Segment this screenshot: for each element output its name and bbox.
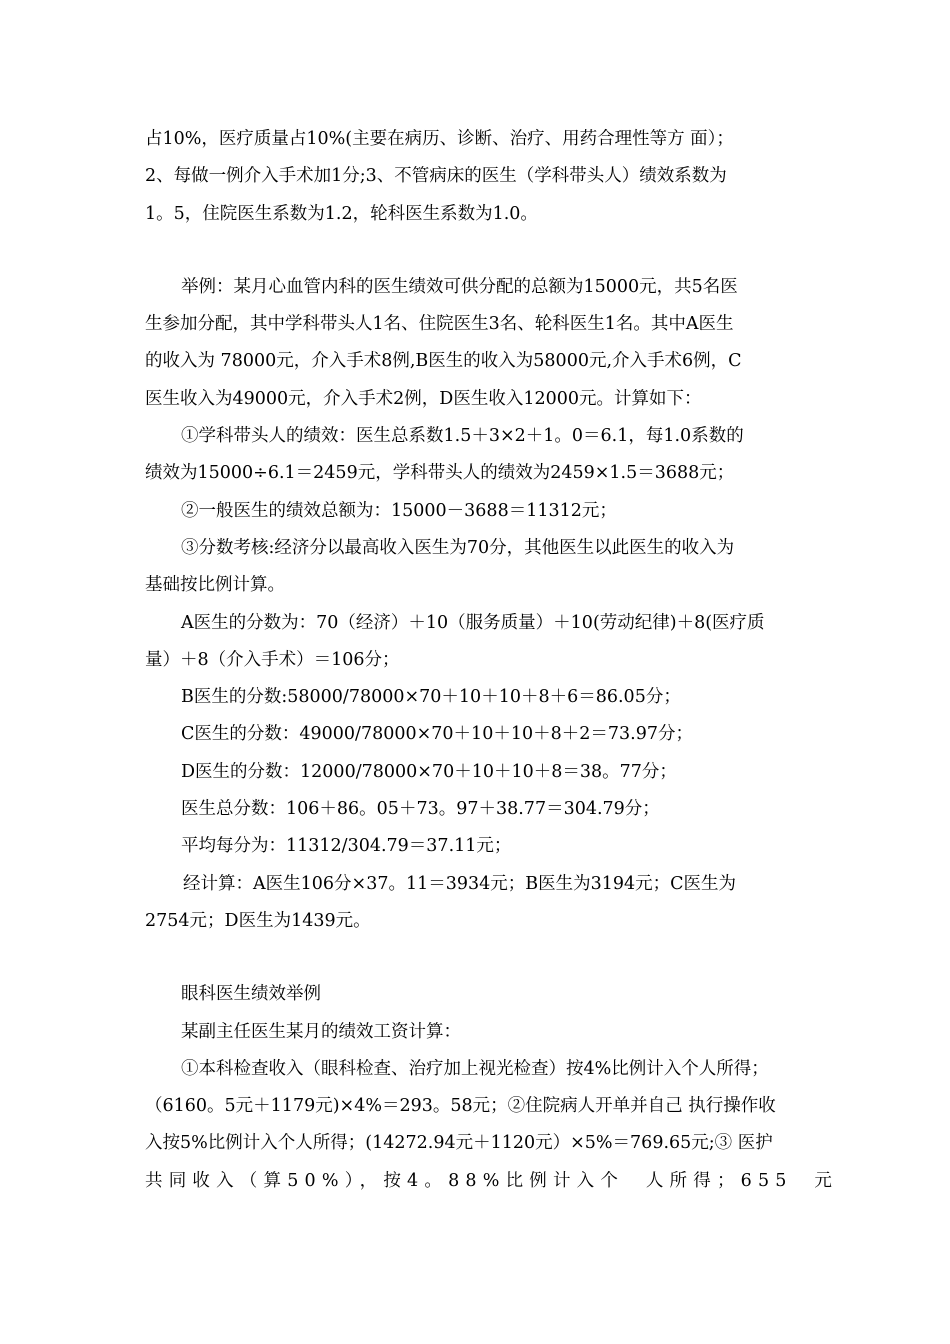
text-line: ②一般医生的绩效总额为：15000－3688＝11312元；: [181, 500, 617, 521]
text-line: 绩效为15000÷6.1＝2459元，学科带头人的绩效为2459×1.5＝3688元；: [145, 463, 735, 484]
text-line: B医生的分数:58000/78000×70＋10＋10＋8＋6＝86.05分；: [181, 687, 681, 708]
text-line: ③分数考核:经济分以最高收入医生为70分，其他医生以此医生的收入为: [181, 537, 735, 558]
text-line: 基础按比例计算。: [145, 575, 285, 596]
paragraph-gap: [145, 236, 813, 272]
section-heading: 眼科医生绩效举例: [181, 984, 321, 1005]
text-line: 1。5，住院医生系数为1.2，轮科医生系数为1.0。: [145, 203, 538, 224]
text-line: 占10%，医疗质量占10%(主要在病历、诊断、治疗、用药合理性等方 面）；: [145, 129, 734, 149]
text-line: 2、每做一例介入手术加1分;3、不管病床的医生（学科带头人）绩效系数为: [145, 166, 727, 187]
text-line: ①本科检查收入（眼科检查、治疗加上视光检查）按4%比例计入个人所得；: [181, 1058, 769, 1079]
text-line: 入按5%比例计入个人所得；(14272.94元＋1120元）×5%＝769.65元;③ 医护: [145, 1133, 773, 1154]
paragraph-coefficients: [145, 124, 813, 229]
text-line: 量）＋8（介入手术）＝106分；: [145, 649, 400, 670]
text-line: 生参加分配，其中学科带头人1名、住院医生3名、轮科医生1名。其中A医生: [145, 314, 734, 335]
text-line: 的收入为 78000元，介入手术8例,B医生的收入为58000元,介入手术6例，C: [145, 351, 742, 372]
text-line: D医生的分数：12000/78000×70＋10＋10＋8＝38。77分；: [181, 761, 677, 782]
text-line: 某副主任医生某月的绩效工资计算：: [181, 1021, 461, 1042]
text-line: 经计算：A医生106分×37。11＝3934元；B医生为3194元；C医生为: [183, 873, 737, 894]
text-line: 医生总分数：106＋86。05＋73。97＋38.77＝304.79分；: [181, 799, 660, 820]
text-line: C医生的分数：49000/78000×70＋10＋10＋8＋2＝73.97分；: [181, 724, 693, 745]
paragraph-gap: [145, 943, 813, 979]
text-line: 平均每分为：11312/304.79＝37.11元；: [181, 836, 512, 857]
text-line: 共同收入（算50%），按4。88%比例计入个 人所得；655 元: [145, 1170, 839, 1191]
cardiology-example: [145, 272, 813, 936]
text-line: A医生的分数为：70（经济）＋10（服务质量）＋10(劳动纪律)＋8(医疗质: [181, 612, 765, 633]
text-line: 2754元；D医生为1439元。: [145, 910, 371, 931]
text-line: （6160。5元＋1179元)×4%＝293。58元；②住院病人开单并自己 执行操作收: [145, 1096, 776, 1117]
ophthalmology-example: [145, 979, 839, 1195]
text-line: ①学科带头人的绩效：医生总系数1.5＋3×2＋1。0＝6.1，每1.0系数的: [181, 426, 744, 447]
text-line: 医生收入为49000元，介入手术2例，D医生收入12000元。计算如下：: [145, 388, 702, 409]
text-line: 举例：某月心血管内科的医生绩效可供分配的总额为15000元，共5名医: [181, 276, 738, 297]
document-page: [145, 124, 839, 1203]
